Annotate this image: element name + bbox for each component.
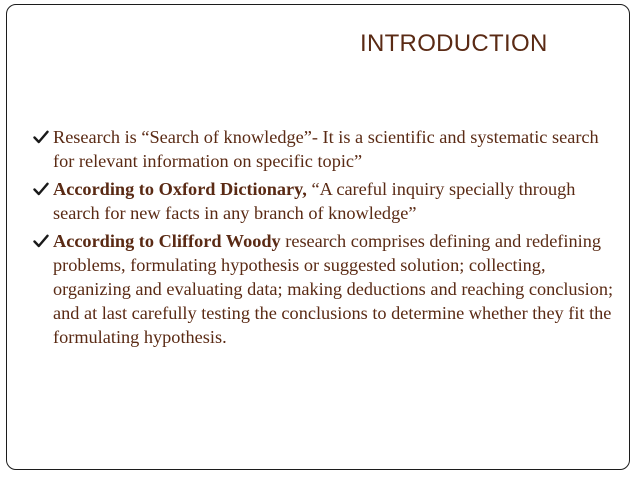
bullet-lead: According to Oxford Dictionary, (53, 179, 312, 199)
bullet-text: Research is “Search of knowledge”- It is a scientific and systematic search for relevant information on specific topic” (53, 127, 599, 171)
bullet-clifford-woody-definition (33, 229, 618, 349)
bullet-text: “A careful inquiry specially through search for new facts in any branch of knowledge” (53, 179, 576, 223)
checkmark-icon (33, 182, 49, 196)
checkmark-icon (33, 234, 49, 248)
bullet-list (33, 125, 618, 353)
bullet-lead: According to Clifford Woody (53, 231, 281, 251)
bullet-text: research comprises defining and redefining problems, formulating hypothesis or suggested solution; collecting, organizing and evaluating data; making deductions and reaching conclusion; and at last carefully testing the conclusions to determine whether they fit the formulating hypothesis. (53, 231, 614, 347)
checkmark-icon (33, 130, 49, 144)
slide-title: INTRODUCTION (360, 30, 548, 57)
bullet-research-definition (33, 125, 618, 173)
bullet-oxford-definition (33, 177, 618, 225)
